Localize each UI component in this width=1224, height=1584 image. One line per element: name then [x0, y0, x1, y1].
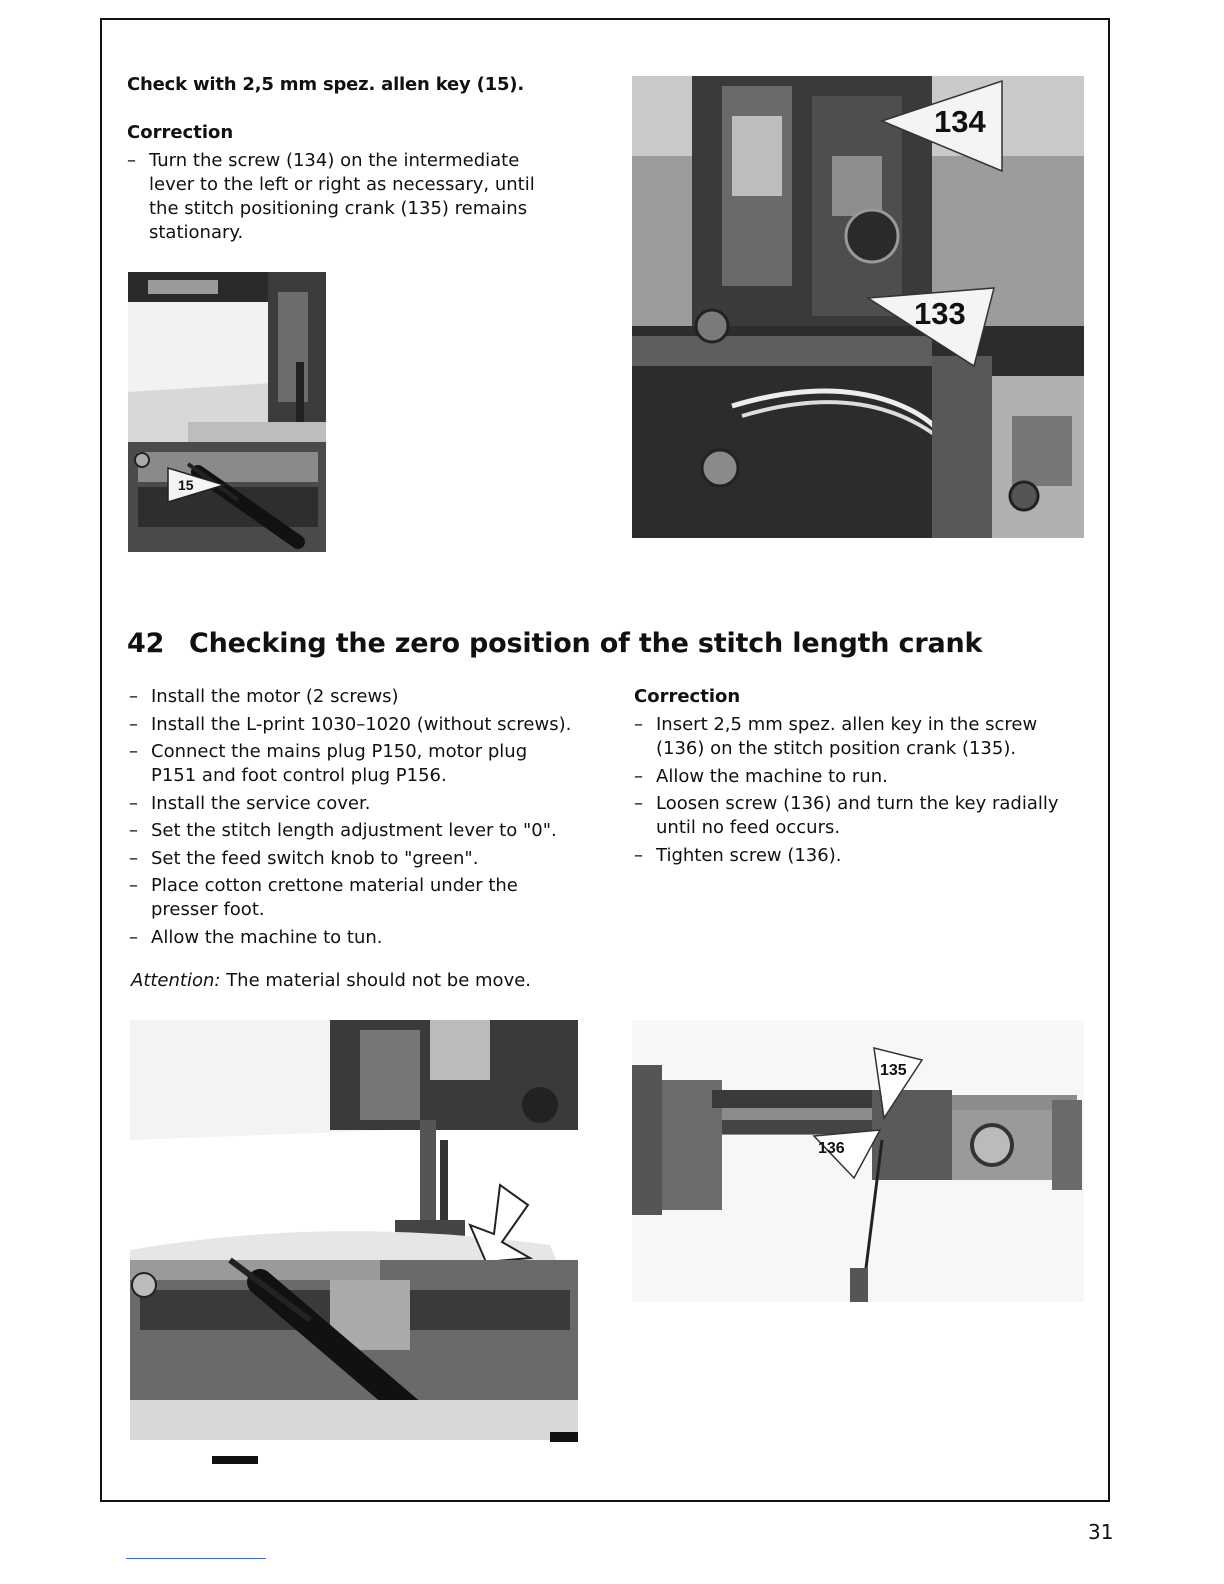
- list-item: – Allow the machine to tun.: [129, 926, 589, 950]
- footer-rule: [126, 1558, 266, 1559]
- presser-foot-photo: [130, 1020, 578, 1464]
- attention-note: [131, 970, 531, 991]
- page-number: 31: [1088, 1520, 1114, 1544]
- list-item: – Install the L-print 1030–1020 (without screws).: [129, 713, 589, 737]
- callout-134: 134: [934, 104, 986, 139]
- check-instruction: Check with 2,5 mm spez. allen key (15).: [127, 74, 524, 95]
- correction-heading-top: Correction: [127, 122, 234, 143]
- list-item: – Insert 2,5 mm spez. allen key in the screw (136) on the stitch position crank (135).: [634, 713, 1084, 761]
- list-item: – Set the stitch length adjustment lever to "0".: [129, 819, 589, 843]
- list-item: – Set the feed switch knob to "green".: [129, 847, 589, 871]
- callout-135: 135: [880, 1062, 907, 1079]
- correction-heading-section: Correction: [634, 686, 741, 707]
- list-item: – Tighten screw (136).: [634, 844, 1084, 868]
- list-item: – Loosen screw (136) and turn the key radially until no feed occurs.: [634, 792, 1076, 840]
- list-item: – Place cotton crettone material under the presser foot.: [129, 874, 563, 922]
- list-item: – Install the service cover.: [129, 792, 589, 816]
- attention-text: The material should not be move.: [220, 970, 532, 991]
- intermediate-lever-photo: [632, 76, 1084, 538]
- list-item: – Allow the machine to run.: [634, 765, 1084, 789]
- list-item: – Turn the screw (134) on the intermediate lever to the left or right as necessary, until the stitch positioning crank (135) remains stationary.: [127, 149, 567, 245]
- callout-136: 136: [818, 1140, 845, 1157]
- list-item: – Install the motor (2 screws): [129, 685, 589, 709]
- procedure-steps: [129, 685, 589, 953]
- stitch-crank-photo: [632, 1020, 1084, 1302]
- attention-label: Attention:: [131, 970, 221, 991]
- allen-key-photo: [128, 272, 326, 552]
- callout-133: 133: [914, 296, 966, 331]
- section-title: [127, 628, 982, 659]
- correction-list-section: [634, 713, 1084, 871]
- correction-list-top: [127, 149, 567, 245]
- list-item: – Connect the mains plug P150, motor plug P151 and foot control plug P156.: [129, 740, 571, 788]
- section-number: 42: [127, 628, 165, 659]
- callout-15: 15: [178, 477, 194, 493]
- section-title-text: Checking the zero position of the stitch length crank: [189, 628, 983, 659]
